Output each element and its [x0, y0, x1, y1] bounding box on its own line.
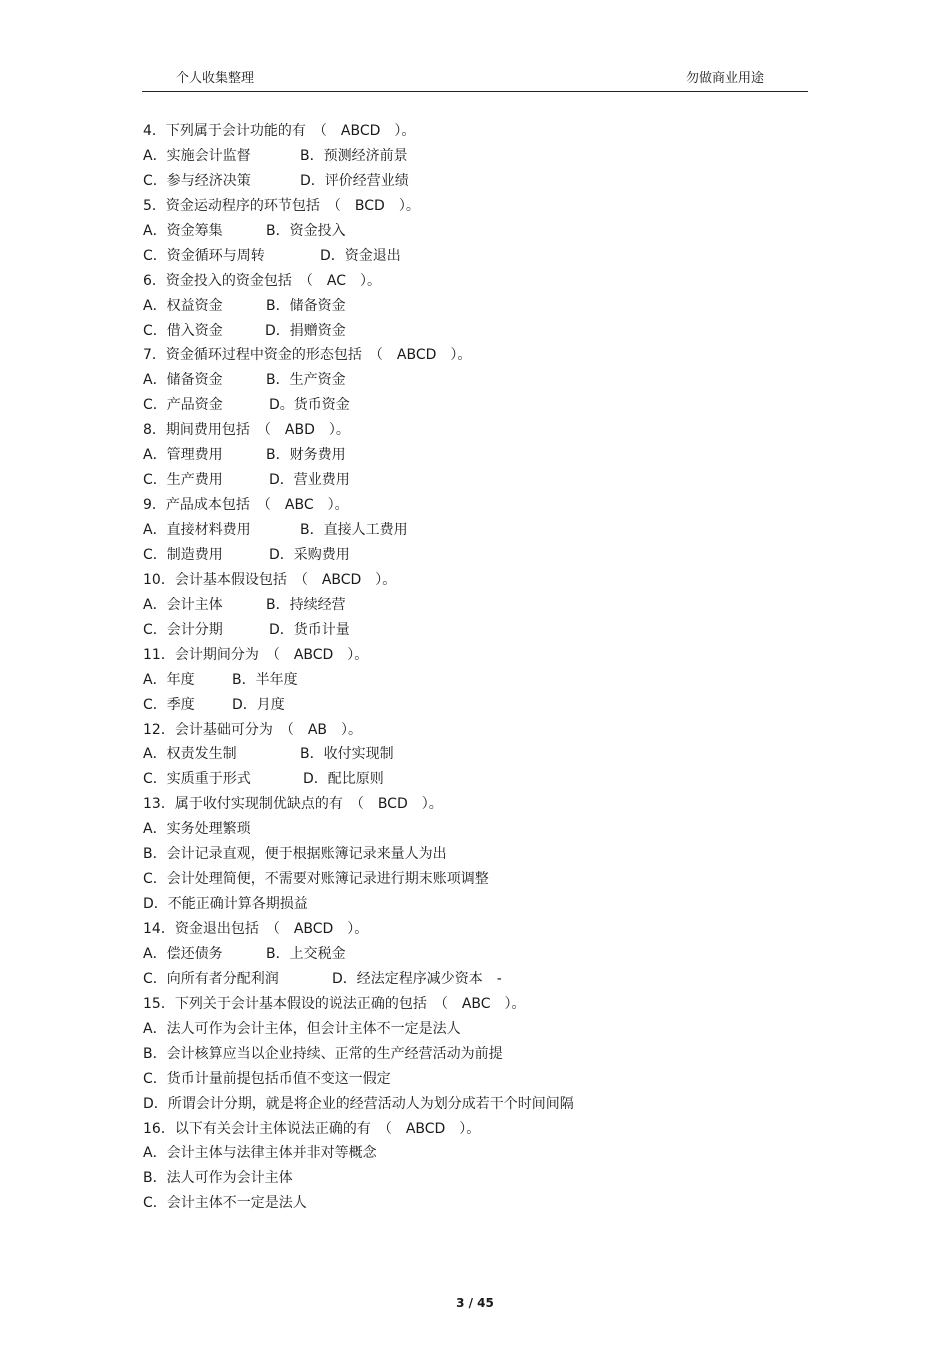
- option-left: A．储备资金: [143, 372, 223, 389]
- option-left: A．权益资金: [143, 297, 223, 314]
- option-line: [143, 1141, 823, 1166]
- option-left: C．向所有者分配利润: [143, 970, 279, 987]
- option-pair-line: [143, 368, 823, 393]
- header-right-text: 勿做商业用途: [685, 71, 764, 86]
- question-text: 9．产品成本包括 （ ABC ）。: [143, 497, 349, 514]
- option-line: [143, 1191, 823, 1216]
- question-text: 10．会计基本假设包括 （ ABCD ）。: [143, 571, 397, 588]
- option-right: B．上交税金: [266, 945, 346, 962]
- option-left: A．实施会计监督: [143, 147, 251, 164]
- question-line: [143, 343, 823, 368]
- question-text: 6．资金投入的资金包括 （ AC ）。: [143, 272, 382, 289]
- option-pair-line: [143, 742, 823, 767]
- option-left: C．制造费用: [143, 546, 223, 563]
- option-left: C．产品资金: [143, 397, 223, 414]
- question-line: [143, 119, 823, 144]
- option-line: [143, 1017, 823, 1042]
- option-left: C．借入资金: [143, 322, 223, 339]
- option-right: D。货币资金: [269, 397, 350, 414]
- question-line: [143, 493, 823, 518]
- option-text: B．会计记录直观，便于根据账簿记录来量人为出: [143, 846, 447, 863]
- option-line: [143, 892, 823, 917]
- option-right: D．捐赠资金: [265, 322, 346, 339]
- question-line: [143, 917, 823, 942]
- option-line: [143, 867, 823, 892]
- question-text: 11．会计期间分为 （ ABCD ）。: [143, 646, 369, 663]
- option-left: C．实质重于形式: [143, 771, 251, 788]
- question-line: [143, 643, 823, 668]
- option-text: B．法人可作为会计主体: [143, 1170, 293, 1187]
- option-pair-line: [143, 144, 823, 169]
- question-line: [143, 568, 823, 593]
- option-text: C．会计处理简便，不需要对账簿记录进行期末账项调整: [143, 871, 489, 888]
- option-right: B．半年度: [232, 671, 298, 688]
- option-pair-line: [143, 693, 823, 718]
- page-number: 3 / 45: [456, 1296, 494, 1310]
- option-left: A．直接材料费用: [143, 522, 251, 538]
- option-left: C．资金循环与周转: [143, 247, 265, 264]
- option-pair-line: [143, 294, 823, 319]
- option-pair-line: [143, 543, 823, 568]
- option-pair-line: [143, 668, 823, 693]
- option-pair-line: [143, 393, 823, 418]
- option-right: B．直接人工费用: [300, 522, 408, 538]
- question-line: [143, 992, 823, 1017]
- option-text: A．会计主体与法律主体并非对等概念: [143, 1145, 377, 1162]
- option-left: A．权责发生制: [143, 746, 237, 763]
- option-left: C．会计分期: [143, 621, 223, 638]
- question-text: 15．下列关于会计基本假设的说法正确的包括 （ ABC ）。: [143, 995, 526, 1012]
- option-pair-line: [143, 219, 823, 244]
- question-text: 12．会计基础可分为 （ AB ）。: [143, 721, 362, 738]
- question-text: 16．以下有关会计主体说法正确的有 （ ABCD ）。: [143, 1120, 481, 1137]
- option-text: C．货币计量前提包括币值不变这一假定: [143, 1070, 391, 1087]
- option-left: A．会计主体: [143, 596, 223, 613]
- option-line: [143, 817, 823, 842]
- question-text: 4．下列属于会计功能的有 （ ABCD ）。: [143, 123, 416, 139]
- option-text: A．实务处理繁琐: [143, 821, 251, 838]
- option-line: [143, 1042, 823, 1067]
- option-left: C．参与经济决策: [143, 172, 251, 189]
- question-line: [143, 194, 823, 219]
- question-text: 14．资金退出包括 （ ABCD ）。: [143, 921, 369, 937]
- question-list: [143, 119, 823, 1216]
- option-right: B．生产资金: [266, 372, 346, 389]
- option-right: D．采购费用: [269, 546, 350, 563]
- question-line: [143, 269, 823, 294]
- page-header: [142, 64, 808, 92]
- option-pair-line: [143, 518, 823, 543]
- option-right: D．资金退出: [320, 247, 401, 264]
- option-pair-line: [143, 767, 823, 792]
- option-text: C．会计主体不一定是法人: [143, 1195, 307, 1212]
- option-line: [143, 1067, 823, 1092]
- option-right: B．财务费用: [266, 447, 346, 464]
- option-pair-line: [143, 468, 823, 493]
- option-right: B．持续经营: [266, 596, 346, 613]
- question-text: 13．属于收付实现制优缺点的有 （ BCD ）。: [143, 796, 443, 813]
- option-line: [143, 842, 823, 867]
- option-pair-line: [143, 443, 823, 468]
- option-right: B．收付实现制: [300, 746, 394, 763]
- question-line: [143, 1117, 823, 1142]
- option-left: A．偿还债务: [143, 945, 223, 962]
- option-right: D．评价经营业绩: [300, 172, 409, 189]
- option-text: D．所谓会计分期，就是将企业的经营活动人为划分成若干个时间间隔: [143, 1095, 574, 1112]
- option-right: B．预测经济前景: [300, 147, 408, 164]
- question-line: [143, 792, 823, 817]
- option-right: B．资金投入: [266, 222, 346, 239]
- option-line: [143, 1166, 823, 1191]
- option-left: C．生产费用: [143, 472, 223, 489]
- option-right: B．储备资金: [266, 297, 346, 314]
- option-pair-line: [143, 244, 823, 269]
- option-left: A．资金筹集: [143, 222, 223, 239]
- option-right: D．配比原则: [303, 771, 384, 788]
- option-pair-line: [143, 169, 823, 194]
- header-left-text: 个人收集整理: [176, 71, 255, 86]
- question-text: 5．资金运动程序的环节包括 （ BCD ）。: [143, 197, 420, 214]
- question-text: 7．资金循环过程中资金的形态包括 （ ABCD ）。: [143, 347, 472, 364]
- option-text: B．会计核算应当以企业持续、正常的生产经营活动为前提: [143, 1045, 503, 1062]
- option-right: D．营业费用: [269, 472, 350, 489]
- option-text: D．不能正确计算各期损益: [143, 896, 308, 913]
- question-line: [143, 718, 823, 743]
- option-right: D．经法定程序减少资本 -: [332, 970, 502, 987]
- option-pair-line: [143, 942, 823, 967]
- option-left: A．年度: [143, 671, 195, 688]
- option-pair-line: [143, 319, 823, 344]
- option-pair-line: [143, 967, 823, 992]
- option-right: D．货币计量: [269, 621, 350, 638]
- option-line: [143, 1092, 823, 1117]
- option-left: C．季度: [143, 696, 195, 713]
- option-left: A．管理费用: [143, 447, 223, 464]
- option-pair-line: [143, 618, 823, 643]
- question-line: [143, 418, 823, 443]
- question-text: 8．期间费用包括 （ ABD ）。: [143, 422, 350, 439]
- option-right: D．月度: [232, 696, 285, 713]
- option-pair-line: [143, 593, 823, 618]
- option-text: A．法人可作为会计主体，但会计主体不一定是法人: [143, 1020, 461, 1037]
